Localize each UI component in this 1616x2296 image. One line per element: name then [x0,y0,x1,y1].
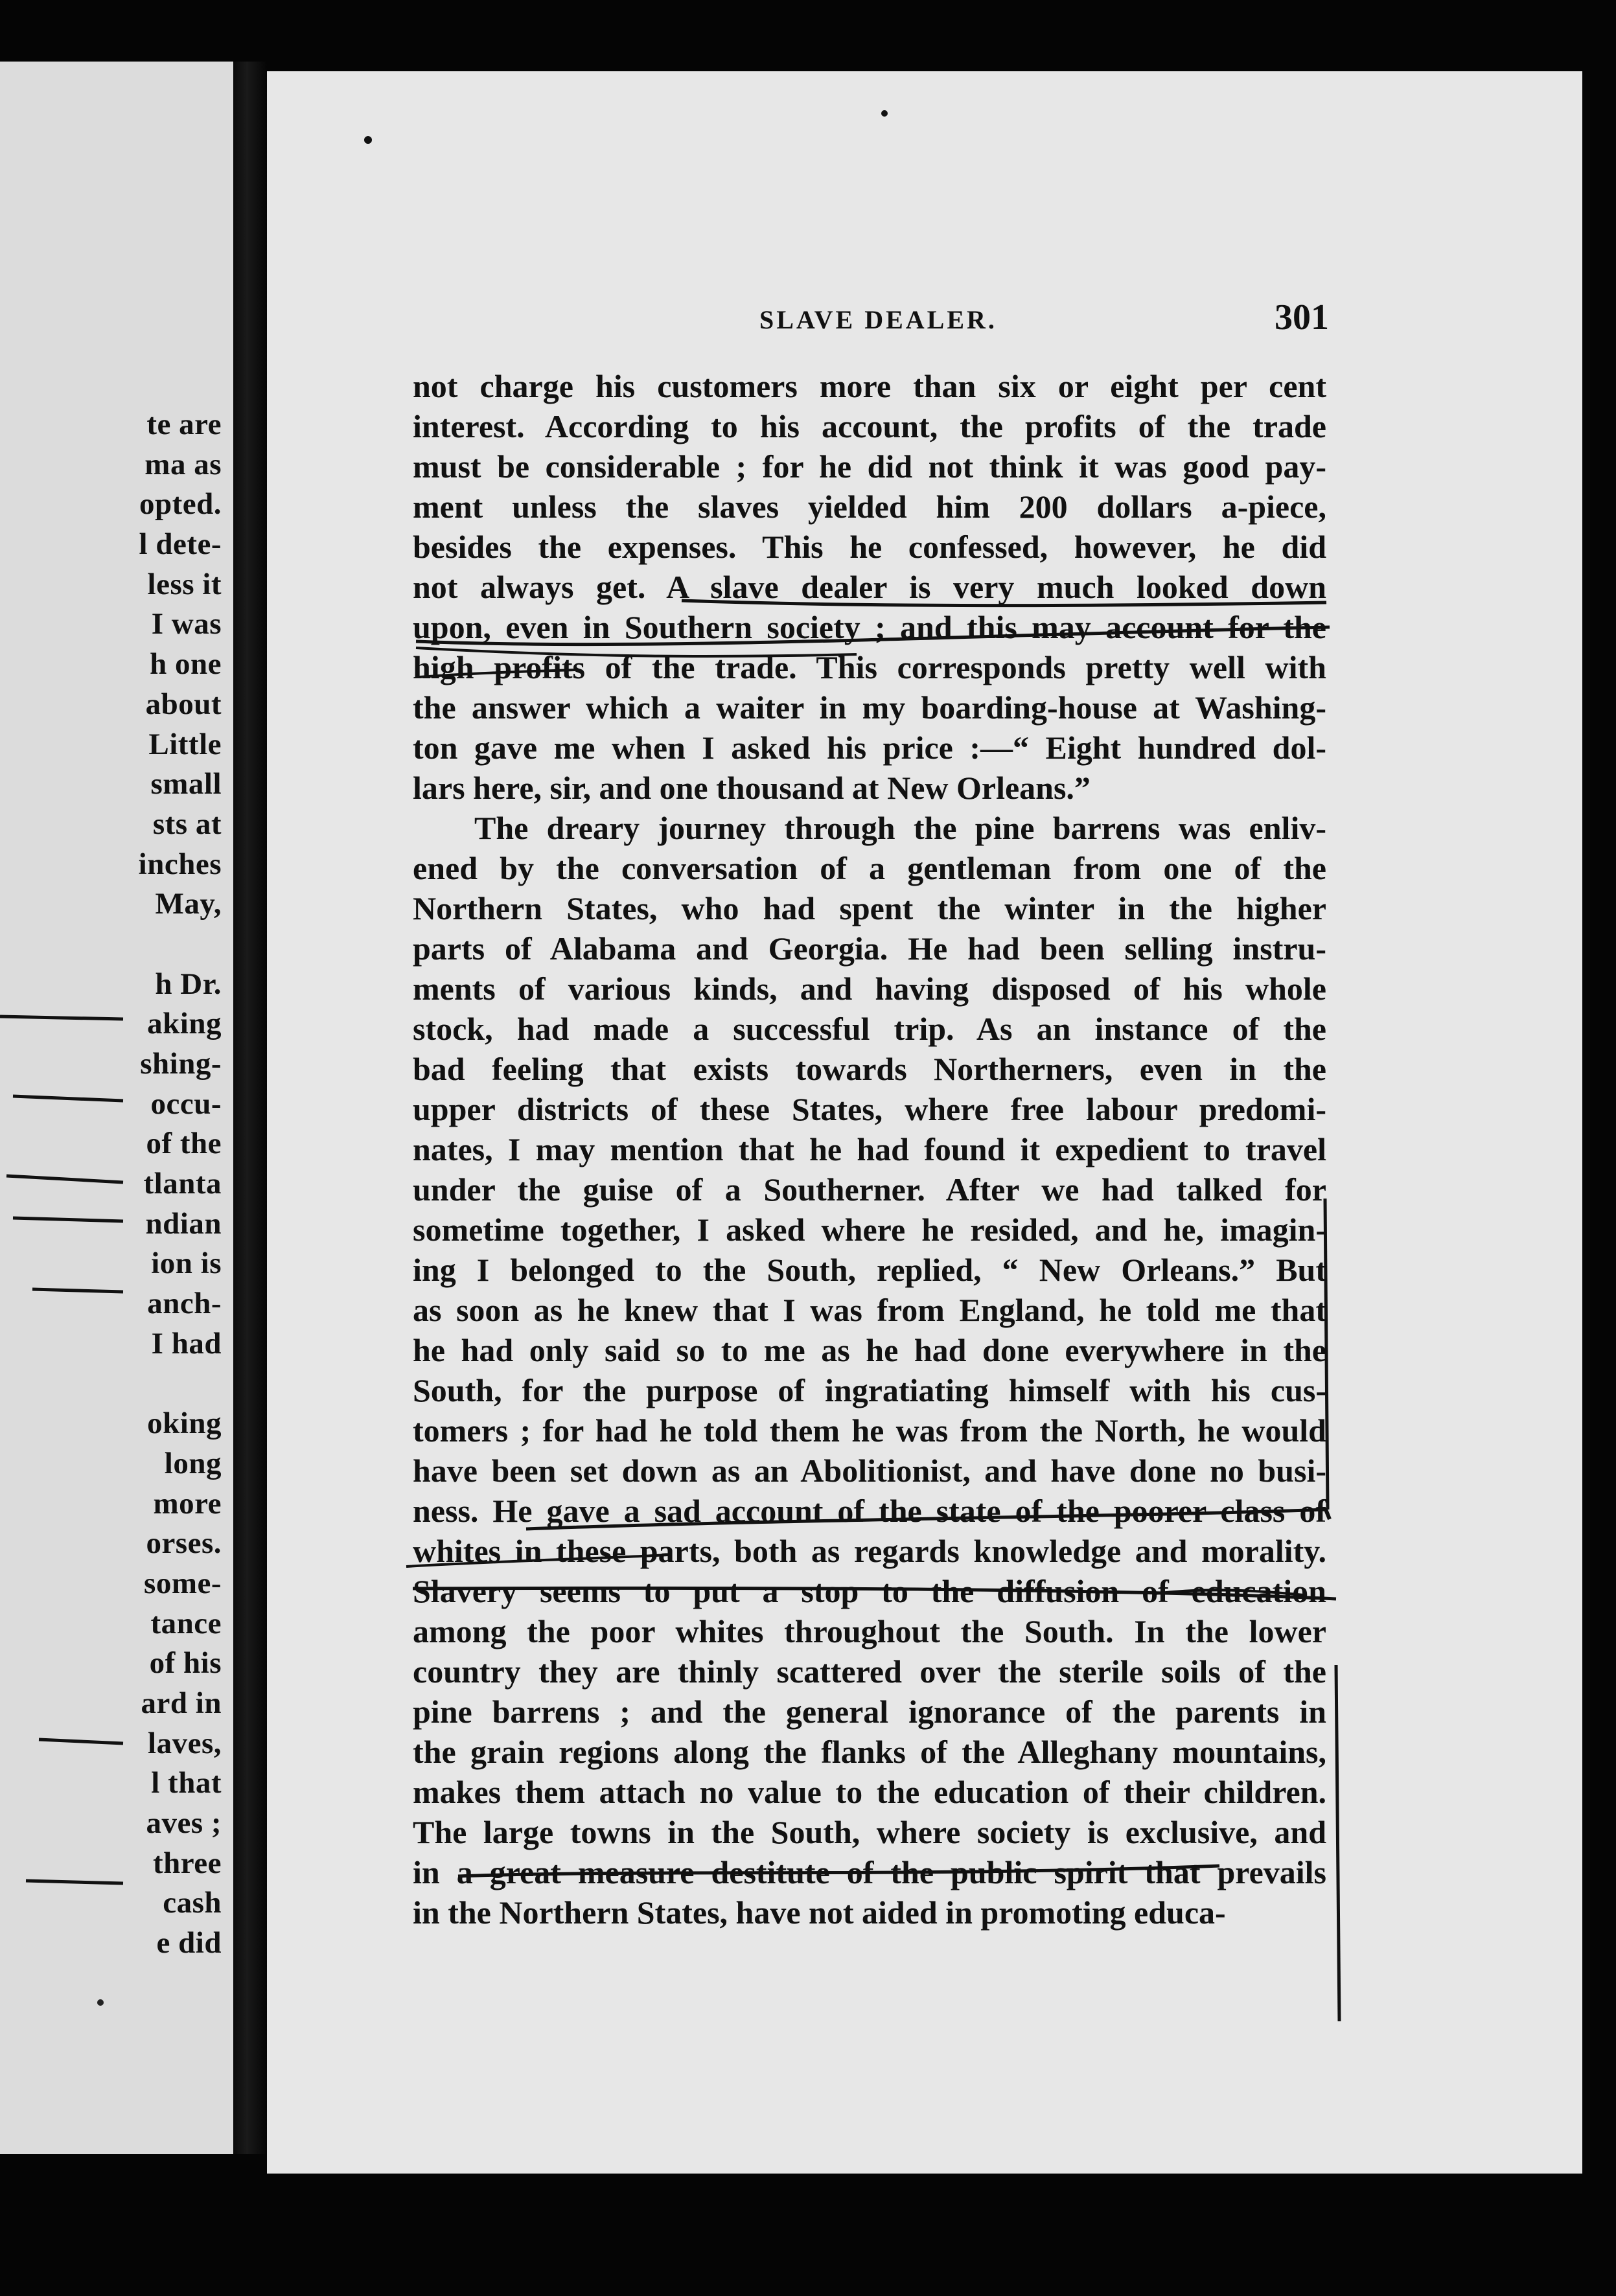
previous-page-line: of the [146,1127,222,1161]
previous-page-line: ma as [144,447,222,481]
text-line: nates, I may mention that he had found it expedient to travel [413,1131,1326,1167]
text-line: must be considerable ; for he did not think it was good pay- [413,448,1326,485]
previous-page-line: Little [148,727,222,761]
speck [881,110,888,117]
text-line: The large towns in the South, where society is exclusive, and [413,1814,1326,1850]
text-line: sometime together, I asked where he resided, and he, imagin- [413,1211,1326,1248]
previous-page-line: aking [147,1007,222,1041]
page-header [267,298,1582,350]
text-line: as soon as he knew that I was from England, he told me that [413,1292,1326,1328]
text-line: besides the expenses. This he confessed, however, he did [413,529,1326,565]
text-line: among the poor whites throughout the South. In the lower [413,1613,1326,1649]
text-line: parts of Alabama and Georgia. He had been selling instru- [413,930,1326,967]
previous-page-line: e did [156,1926,222,1960]
previous-page-line: tance [150,1606,222,1640]
paragraph [413,366,1326,808]
text-line: under the guise of a Southerner. After we had talked for [413,1171,1326,1208]
previous-page-line: opted. [139,487,222,522]
text-line: country they are thinly scattered over the sterile soils of the [413,1653,1326,1690]
previous-page-line: three [152,1846,222,1880]
text-line: have been set down as an Abolitionist, and have done no busi- [413,1452,1326,1489]
previous-page-line: shing- [140,1047,222,1081]
text-line: ment unless the slaves yielded him 200 dollars a-piece, [413,488,1326,525]
text-line: tomers ; for had he told them he was from the North, he would [413,1412,1326,1449]
paragraph [413,808,1326,1933]
previous-page-line: h one [150,647,222,682]
previous-page-line: less it [147,567,222,601]
text-line: upper districts of these States, where free labour predomi- [413,1091,1326,1127]
speck [364,136,372,144]
text-line: ments of various kinds, and having disposed of his whole [413,970,1326,1007]
previous-page-line: I was [151,607,222,641]
text-line: he had only said so to me as he had done everywhere in the [413,1332,1326,1368]
previous-page-line: inches [138,847,222,881]
text-line: whites in these parts, both as regards knowledge and morality. [413,1533,1326,1569]
previous-page-line: l dete- [139,527,222,562]
previous-page-line: small [150,767,222,801]
text-line: ened by the conversation of a gentleman from one of the [413,850,1326,886]
previous-page-line: anch- [147,1287,222,1321]
text-line: stock, had made a successful trip. As an instance of the [413,1011,1326,1047]
text-line: ton gave me when I asked his price :—“ Eight hundred dol- [413,729,1326,766]
text-line: not charge his customers more than six or eight per cent [413,368,1326,404]
previous-page-line: h Dr. [155,967,222,1001]
previous-page-line: I had [151,1326,222,1360]
text-line: the grain regions along the flanks of the Alleghany mountains, [413,1734,1326,1770]
previous-page-line: more [153,1486,222,1521]
previous-page-line: ion is [151,1246,222,1281]
previous-page-line: occu- [150,1086,222,1121]
page-301 [267,71,1582,2174]
text-line: Northern States, who had spent the winter in the higher [413,890,1326,926]
text-line: upon, even in Southern society ; and this may account for the [413,609,1326,645]
page-number: 301 [1275,297,1329,338]
previous-page-line: about [145,687,222,721]
running-head: SLAVE DEALER. [759,305,997,334]
text-line: pine barrens ; and the general ignorance of the parents in [413,1693,1326,1730]
previous-page-line: May, [155,887,222,921]
text-line: ing I belonged to the South, replied, “ New Orleans.” But [413,1252,1326,1288]
previous-page-line: sts at [152,807,222,841]
text-line: not always get. A slave dealer is very much looked down [413,569,1326,605]
text-line: bad feeling that exists towards Northerners, even in the [413,1051,1326,1087]
previous-page-line: cash [163,1886,222,1920]
text-line: makes them attach no value to the education of their children. [413,1774,1326,1810]
book-gutter [233,62,267,2154]
previous-page-line [0,924,222,965]
previous-page-line: aves ; [146,1806,222,1841]
previous-page-line: oking [147,1406,222,1441]
text-line: Slavery seems to put a stop to the diffusion of education [413,1573,1326,1609]
body-text [413,366,1326,1933]
previous-page-line: long [164,1446,222,1480]
previous-page-line: tlanta [143,1167,222,1201]
text-line: lars here, sir, and one thousand at New Orleans.” [413,770,1091,806]
previous-page-line: some- [144,1566,222,1600]
text-line: The dreary journey through the pine barrens was enliv- [474,810,1326,846]
previous-page-line: laves, [148,1726,222,1760]
text-line: in the Northern States, have not aided in promoting educa- [413,1894,1226,1931]
text-line: high profits of the trade. This corresponds pretty well with [413,649,1326,685]
previous-page-line: of his [149,1646,222,1681]
previous-page-line: ard in [141,1686,222,1720]
text-line: South, for the purpose of ingratiating himself with his cus- [413,1372,1326,1408]
previous-page-line: l that [151,1766,222,1800]
text-line: in a great measure destitute of the public spirit that prevails [413,1854,1326,1890]
text-line: the answer which a waiter in my boarding-house at Washing- [413,689,1326,726]
previous-page-line: te are [146,408,222,441]
text-line: interest. According to his account, the profits of the trade [413,408,1326,444]
text-line: ness. He gave a sad account of the state of the poorer class of [413,1493,1326,1529]
previous-page-text [0,405,222,1964]
previous-page-fragment [0,62,233,2154]
previous-page-line: orses. [146,1526,222,1561]
previous-page-line [0,1364,222,1405]
previous-page-line: ndian [145,1206,222,1241]
